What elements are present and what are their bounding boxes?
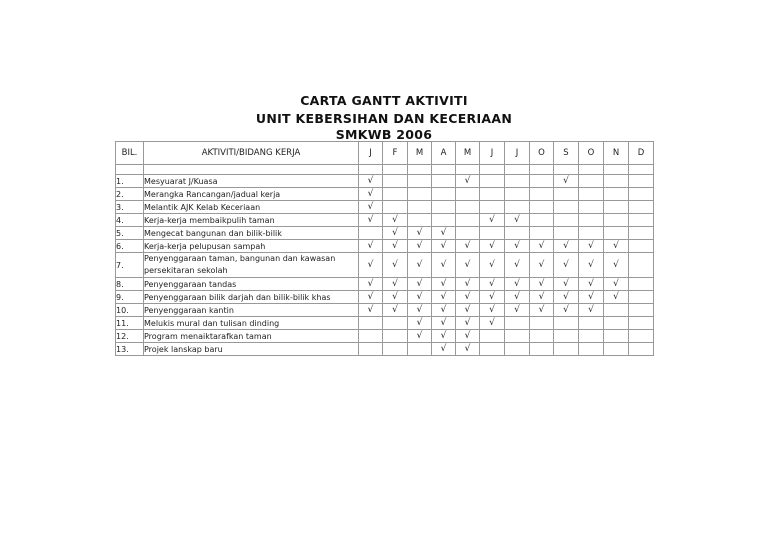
check-mark-cell: √ [505, 240, 530, 253]
check-mark-cell: √ [505, 214, 530, 227]
spacer-cell [505, 165, 530, 175]
table-row [116, 330, 654, 343]
row-number: 1. [116, 175, 144, 188]
check-mark-cell: √ [604, 278, 629, 291]
empty-month-cell [408, 188, 432, 201]
spacer-cell [530, 165, 554, 175]
empty-month-cell [505, 330, 530, 343]
empty-month-cell [629, 304, 654, 317]
header-month: M [408, 142, 432, 165]
empty-month-cell [456, 188, 480, 201]
check-mark-cell: √ [456, 304, 480, 317]
header-month: N [604, 142, 629, 165]
empty-month-cell [530, 330, 554, 343]
empty-month-cell [629, 201, 654, 214]
empty-month-cell [554, 330, 579, 343]
header-month: J [505, 142, 530, 165]
empty-month-cell [629, 343, 654, 356]
check-mark-cell: √ [408, 317, 432, 330]
empty-month-cell [530, 317, 554, 330]
check-mark-cell: √ [530, 253, 554, 278]
check-mark-cell: √ [408, 278, 432, 291]
empty-month-cell [554, 201, 579, 214]
table-row [116, 278, 654, 291]
check-mark-cell: √ [456, 240, 480, 253]
header-month: J [480, 142, 505, 165]
empty-month-cell [432, 175, 456, 188]
empty-month-cell [629, 214, 654, 227]
empty-month-cell [579, 330, 604, 343]
empty-month-cell [530, 214, 554, 227]
empty-month-cell [530, 188, 554, 201]
row-number: 2. [116, 188, 144, 201]
empty-month-cell [629, 227, 654, 240]
check-mark-cell: √ [530, 304, 554, 317]
activity-name: Penyenggaraan taman, bangunan dan kawasan persekitaran sekolah [144, 253, 359, 278]
spacer-cell [456, 165, 480, 175]
check-mark-cell: √ [554, 253, 579, 278]
check-mark-cell: √ [383, 304, 408, 317]
spacer-cell [432, 165, 456, 175]
check-mark-cell: √ [530, 278, 554, 291]
row-number: 9. [116, 291, 144, 304]
table-header-row [116, 142, 654, 165]
unit-subtitle: UNIT KEBERSIHAN DAN KECERIAAN [255, 111, 513, 126]
header-activity: AKTIVITI/BIDANG KERJA [144, 142, 359, 165]
empty-month-cell [629, 330, 654, 343]
header-bil: BIL. [116, 142, 144, 165]
empty-month-cell [629, 253, 654, 278]
table-row [116, 304, 654, 317]
check-mark-cell: √ [505, 304, 530, 317]
empty-month-cell [480, 343, 505, 356]
empty-month-cell [359, 227, 383, 240]
empty-month-cell [505, 175, 530, 188]
row-number: 3. [116, 201, 144, 214]
activity-name: Merangka Rancangan/jadual kerja [144, 188, 359, 201]
empty-month-cell [383, 330, 408, 343]
table-row [116, 291, 654, 304]
empty-month-cell [432, 188, 456, 201]
check-mark-cell: √ [456, 317, 480, 330]
table-row [116, 253, 654, 278]
check-mark-cell: √ [456, 291, 480, 304]
check-mark-cell: √ [530, 291, 554, 304]
empty-month-cell [359, 330, 383, 343]
empty-month-cell [629, 317, 654, 330]
empty-month-cell [579, 188, 604, 201]
check-mark-cell: √ [432, 330, 456, 343]
row-number: 13. [116, 343, 144, 356]
check-mark-cell: √ [554, 291, 579, 304]
check-mark-cell: √ [480, 291, 505, 304]
empty-month-cell [554, 227, 579, 240]
check-mark-cell: √ [480, 317, 505, 330]
empty-month-cell [480, 201, 505, 214]
check-mark-cell: √ [456, 330, 480, 343]
check-mark-cell: √ [480, 253, 505, 278]
activity-name: Projek lanskap baru [144, 343, 359, 356]
table-row [116, 227, 654, 240]
check-mark-cell: √ [432, 278, 456, 291]
check-mark-cell: √ [480, 240, 505, 253]
empty-month-cell [480, 330, 505, 343]
spacer-cell [629, 165, 654, 175]
empty-month-cell [579, 343, 604, 356]
check-mark-cell: √ [480, 214, 505, 227]
check-mark-cell: √ [604, 240, 629, 253]
empty-month-cell [456, 214, 480, 227]
empty-month-cell [383, 201, 408, 214]
row-number: 7. [116, 253, 144, 278]
row-number: 12. [116, 330, 144, 343]
spacer-cell [144, 165, 359, 175]
empty-month-cell [579, 201, 604, 214]
header-month: O [530, 142, 554, 165]
empty-month-cell [408, 214, 432, 227]
spacer-row [116, 165, 654, 175]
check-mark-cell: √ [579, 304, 604, 317]
empty-month-cell [456, 227, 480, 240]
header-month: M [456, 142, 480, 165]
check-mark-cell: √ [554, 278, 579, 291]
check-mark-cell: √ [359, 253, 383, 278]
empty-month-cell [604, 330, 629, 343]
empty-month-cell [629, 188, 654, 201]
check-mark-cell: √ [505, 291, 530, 304]
empty-month-cell [579, 227, 604, 240]
table-row [116, 317, 654, 330]
check-mark-cell: √ [505, 253, 530, 278]
check-mark-cell: √ [554, 240, 579, 253]
table-row [116, 343, 654, 356]
header-month: D [629, 142, 654, 165]
empty-month-cell [579, 214, 604, 227]
spacer-cell [579, 165, 604, 175]
check-mark-cell: √ [554, 304, 579, 317]
spacer-cell [554, 165, 579, 175]
check-mark-cell: √ [359, 188, 383, 201]
empty-month-cell [629, 240, 654, 253]
check-mark-cell: √ [579, 278, 604, 291]
empty-month-cell [505, 188, 530, 201]
empty-month-cell [505, 201, 530, 214]
check-mark-cell: √ [383, 253, 408, 278]
check-mark-cell: √ [359, 201, 383, 214]
spacer-cell [359, 165, 383, 175]
empty-month-cell [579, 175, 604, 188]
empty-month-cell [604, 201, 629, 214]
check-mark-cell: √ [456, 278, 480, 291]
empty-month-cell [554, 317, 579, 330]
header-month: S [554, 142, 579, 165]
row-number: 8. [116, 278, 144, 291]
empty-month-cell [383, 175, 408, 188]
check-mark-cell: √ [408, 291, 432, 304]
check-mark-cell: √ [456, 253, 480, 278]
check-mark-cell: √ [408, 253, 432, 278]
table-row [116, 240, 654, 253]
school-year-subtitle: SMKWB 2006 [335, 127, 433, 142]
table-row [116, 175, 654, 188]
check-mark-cell: √ [432, 291, 456, 304]
check-mark-cell: √ [383, 291, 408, 304]
empty-month-cell [505, 317, 530, 330]
activity-name: Program menaiktarafkan taman [144, 330, 359, 343]
check-mark-cell: √ [456, 175, 480, 188]
activity-name: Kerja-kerja pelupusan sampah [144, 240, 359, 253]
check-mark-cell: √ [579, 240, 604, 253]
spacer-cell [116, 165, 144, 175]
empty-month-cell [629, 291, 654, 304]
empty-month-cell [604, 214, 629, 227]
check-mark-cell: √ [408, 240, 432, 253]
header-month: O [579, 142, 604, 165]
spacer-cell [383, 165, 408, 175]
check-mark-cell: √ [432, 240, 456, 253]
check-mark-cell: √ [579, 253, 604, 278]
empty-month-cell [530, 175, 554, 188]
check-mark-cell: √ [432, 253, 456, 278]
empty-month-cell [383, 188, 408, 201]
row-number: 4. [116, 214, 144, 227]
empty-month-cell [604, 175, 629, 188]
empty-month-cell [604, 188, 629, 201]
check-mark-cell: √ [432, 317, 456, 330]
empty-month-cell [554, 214, 579, 227]
row-number: 6. [116, 240, 144, 253]
check-mark-cell: √ [432, 227, 456, 240]
check-mark-cell: √ [359, 175, 383, 188]
check-mark-cell: √ [359, 304, 383, 317]
activity-name: Kerja-kerja membaikpulih taman [144, 214, 359, 227]
check-mark-cell: √ [456, 343, 480, 356]
empty-month-cell [604, 304, 629, 317]
table-row [116, 214, 654, 227]
check-mark-cell: √ [604, 291, 629, 304]
spacer-cell [408, 165, 432, 175]
empty-month-cell [383, 317, 408, 330]
empty-month-cell [480, 188, 505, 201]
header-month: A [432, 142, 456, 165]
activity-name: Mengecat bangunan dan bilik-bilik [144, 227, 359, 240]
activity-name: Penyenggaraan tandas [144, 278, 359, 291]
check-mark-cell: √ [408, 330, 432, 343]
activity-name: Melantik AJK Kelab Keceriaan [144, 201, 359, 214]
empty-month-cell [456, 201, 480, 214]
row-number: 5. [116, 227, 144, 240]
row-number: 10. [116, 304, 144, 317]
check-mark-cell: √ [505, 278, 530, 291]
empty-month-cell [530, 227, 554, 240]
empty-month-cell [432, 201, 456, 214]
spacer-cell [604, 165, 629, 175]
activity-name: Penyenggaraan kantin [144, 304, 359, 317]
empty-month-cell [359, 343, 383, 356]
check-mark-cell: √ [432, 304, 456, 317]
check-mark-cell: √ [604, 253, 629, 278]
empty-month-cell [530, 201, 554, 214]
check-mark-cell: √ [408, 304, 432, 317]
empty-month-cell [480, 175, 505, 188]
check-mark-cell: √ [480, 278, 505, 291]
check-mark-cell: √ [408, 227, 432, 240]
table-row [116, 201, 654, 214]
empty-month-cell [408, 201, 432, 214]
check-mark-cell: √ [359, 240, 383, 253]
row-number: 11. [116, 317, 144, 330]
header-month: J [359, 142, 383, 165]
check-mark-cell: √ [554, 175, 579, 188]
check-mark-cell: √ [383, 240, 408, 253]
check-mark-cell: √ [579, 291, 604, 304]
check-mark-cell: √ [480, 304, 505, 317]
gantt-table [115, 141, 654, 356]
activity-name: Mesyuarat J/Kuasa [144, 175, 359, 188]
header-month: F [383, 142, 408, 165]
check-mark-cell: √ [359, 291, 383, 304]
activity-name: Penyenggaraan bilik darjah dan bilik-bilik khas [144, 291, 359, 304]
spacer-cell [480, 165, 505, 175]
empty-month-cell [505, 343, 530, 356]
empty-month-cell [604, 343, 629, 356]
empty-month-cell [359, 317, 383, 330]
empty-month-cell [579, 317, 604, 330]
empty-month-cell [554, 188, 579, 201]
empty-month-cell [432, 214, 456, 227]
check-mark-cell: √ [383, 214, 408, 227]
check-mark-cell: √ [530, 240, 554, 253]
check-mark-cell: √ [432, 343, 456, 356]
empty-month-cell [383, 343, 408, 356]
table-row [116, 188, 654, 201]
activity-name: Melukis mural dan tulisan dinding [144, 317, 359, 330]
empty-month-cell [604, 317, 629, 330]
chart-title: CARTA GANTT AKTIVITI [300, 93, 468, 108]
empty-month-cell [530, 343, 554, 356]
check-mark-cell: √ [383, 227, 408, 240]
check-mark-cell: √ [359, 278, 383, 291]
check-mark-cell: √ [359, 214, 383, 227]
empty-month-cell [629, 278, 654, 291]
empty-month-cell [629, 175, 654, 188]
empty-month-cell [408, 175, 432, 188]
empty-month-cell [505, 227, 530, 240]
empty-month-cell [604, 227, 629, 240]
check-mark-cell: √ [383, 278, 408, 291]
empty-month-cell [480, 227, 505, 240]
empty-month-cell [554, 343, 579, 356]
empty-month-cell [408, 343, 432, 356]
